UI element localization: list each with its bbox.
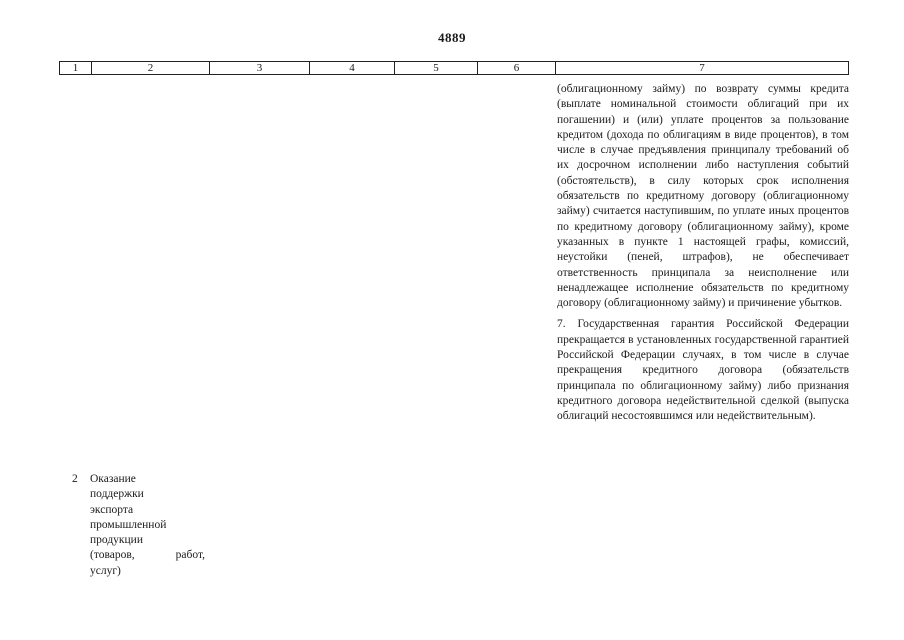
row-2-line: продукции [90, 534, 143, 547]
row-2-word: (товаров, [90, 549, 135, 562]
row-2-description [90, 472, 205, 579]
header-col-5: 5 [395, 62, 478, 74]
table-header-row [59, 61, 849, 75]
row-2-line: услуг) [90, 564, 121, 577]
header-col-3: 3 [210, 62, 310, 74]
row-2-line: поддержки [90, 488, 144, 501]
row-2-line [90, 548, 205, 563]
header-col-7: 7 [699, 62, 705, 74]
header-col-4: 4 [310, 62, 395, 74]
row-2-line: экспорта [90, 503, 134, 516]
page-number: 4889 [438, 30, 466, 45]
row-2-line: промышленной [90, 518, 167, 531]
row-2-number: 2 [72, 473, 78, 485]
header-col-1: 1 [60, 62, 92, 74]
row-2-line: Оказание [90, 473, 136, 485]
column-7-text [557, 82, 849, 425]
column-7-paragraph-2: 7. Государственная гарантия Российской Федерации прекращается в установленных государственной гарантией Российской Федерации случаях, в том числе в случае прекращения кредитного договора (обязательств принципала по облигационному займу) либо признания кредитного договора недействительной сделкой (выпуска облигаций несостоявшимся или недействительным). [557, 318, 849, 423]
header-col-2: 2 [92, 62, 210, 74]
row-2-word: работ, [175, 549, 205, 562]
column-7-paragraph-1: (облигационному займу) по возврату суммы кредита (выплате номинальной стоимости облигаций при их погашении) и (или) уплате процентов за пользование кредитом (дохода по облигациям в виде процентов), в том числе в случае предъявления принципалу требований об их досрочном исполнении либо наступления событий (обстоятельств), в силу которых срок исполнения обязательств по кредитному договору (облигационному займу) считается наступившим, по уплате иных процентов по кредитному договору (облигационному займу), кроме указанных в пункте 1 настоящей графы, комиссий, неустойки (пеней, штрафов), не обеспечивает ответственность принципала за неисполнение или ненадлежащее исполнение обязательств по кредитному договору (облигационному займу) и причинение убытков. [557, 83, 849, 310]
header-col-6: 6 [478, 62, 556, 74]
